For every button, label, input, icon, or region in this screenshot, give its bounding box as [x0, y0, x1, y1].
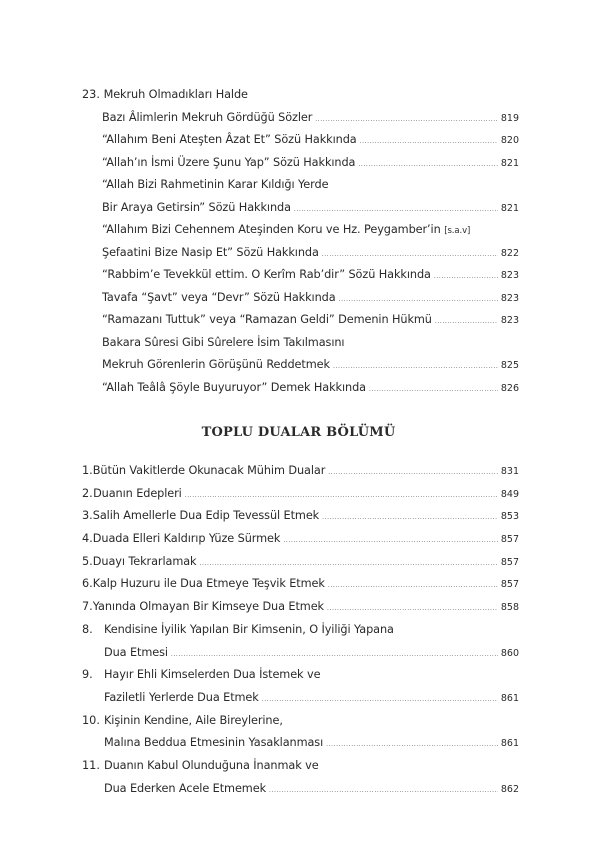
toc-entry: [82, 219, 519, 242]
leader-dots: [339, 289, 498, 312]
toc-entry: [82, 197, 519, 220]
toc-entry: [82, 354, 519, 377]
toc-entry-continuation: [82, 778, 519, 801]
honorific-suffix: [s.a.v]: [444, 226, 471, 236]
entry-number: 23.: [82, 88, 100, 101]
entry-title: Salih Amellerle Dua Edip Tevessül Etmek: [92, 509, 320, 523]
entry-number: 10.: [82, 713, 100, 727]
leader-dots: [322, 507, 498, 530]
page-number: 823: [500, 292, 519, 304]
entry-title: Mekruh Olmadıkları Halde: [103, 88, 248, 101]
entry-title: Kişinin Kendine, Aile Bireylerine,: [104, 713, 283, 727]
leader-dots: [358, 154, 497, 177]
page-number: 823: [500, 270, 519, 281]
leader-dots: [326, 734, 498, 757]
toc-entry: [82, 377, 519, 400]
leader-dots: [333, 356, 498, 379]
entry-title: Duanın Edepleri: [93, 486, 182, 500]
leader-dots: [171, 644, 498, 667]
entry-title: Bütün Vakitlerde Okunacak Mühim Dualar: [92, 464, 326, 477]
toc-entry: [82, 528, 519, 551]
page-number: 820: [500, 135, 519, 146]
entry-title: Faziletli Yerlerde Dua Etmek: [104, 690, 259, 704]
leader-dots: [328, 575, 498, 598]
page-number: 857: [500, 579, 519, 591]
entry-number: 9.: [82, 668, 93, 682]
page-number: 861: [500, 692, 519, 704]
leader-dots: [434, 266, 498, 289]
page-number: 826: [500, 382, 519, 394]
entry-title: Malına Beddua Etmesinin Yasaklanması: [104, 736, 324, 750]
entry-title: Mekruh Görenlerin Görüşünü Reddetmek: [102, 358, 330, 371]
toc-entry: [82, 107, 519, 130]
toc-entry: [82, 551, 519, 574]
toc-entry: [82, 309, 519, 332]
entry-number: 11.: [82, 758, 100, 772]
leader-dots: [327, 598, 498, 621]
toc-section-23: [82, 84, 519, 399]
toc-entry: [82, 664, 519, 687]
entry-title: “Allah’ın İsmi Üzere Şunu Yap” Sözü Hakkında: [102, 155, 356, 169]
toc-entry: [82, 264, 519, 287]
toc-entry-continuation: [82, 642, 519, 665]
entry-title: “Allah Teâlâ Şöyle Buyuruyor” Demek Hakkında: [102, 380, 366, 394]
entry-title: Bir Araya Getirsin” Sözü Hakkında: [102, 200, 291, 214]
toc-entry: [82, 332, 519, 355]
entry-title: “Allah Bizi Rahmetinin Karar Kıldığı Yerde: [102, 178, 329, 191]
leader-dots: [322, 244, 498, 267]
entry-title: Duada Elleri Kaldırıp Yüze Sürmek: [92, 532, 281, 546]
leader-dots: [269, 780, 498, 803]
page-number: 821: [500, 202, 519, 214]
entry-title: Dua Ederken Acele Etmemek: [104, 781, 267, 795]
page-number: 822: [500, 247, 519, 259]
page-number: 825: [500, 360, 519, 371]
entry-title: Kendisine İyilik Yapılan Bir Kimsenin, O İyiliği Yapana: [104, 622, 394, 636]
page-number: 849: [500, 488, 519, 500]
leader-dots: [262, 689, 498, 712]
toc-entry: [82, 460, 519, 483]
page-number: 857: [500, 534, 519, 546]
page-number: 831: [500, 466, 519, 477]
toc-entry: [82, 152, 519, 175]
toc-entry: [82, 505, 519, 528]
leader-dots: [435, 311, 498, 334]
entry-number: 4.: [82, 532, 93, 546]
entry-number: 2.: [82, 486, 93, 500]
leader-dots: [200, 553, 498, 576]
toc-entry: [82, 619, 519, 642]
toc-entry: [82, 710, 519, 733]
toc-entry: [82, 129, 519, 152]
entry-number: 7.: [82, 600, 93, 614]
leader-dots: [283, 530, 498, 553]
page-number: 819: [500, 112, 519, 124]
leader-dots: [315, 109, 498, 132]
entry-title: Hayır Ehli Kimselerden Dua İstemek ve: [104, 668, 321, 682]
page-number: 853: [500, 511, 519, 523]
section-heading: TOPLU DUALAR BÖLÜMÜ: [201, 425, 396, 440]
toc-entry-continuation: [82, 687, 519, 710]
entry-title: “Ramazanı Tuttuk” veya “Ramazan Geldi” Demenin Hükmü: [102, 313, 432, 326]
page-number: 857: [500, 556, 519, 568]
entry-title: “Allahım Bizi Cehennem Ateşinden Koru ve Hz. Peygamber’in: [102, 223, 441, 236]
entry-number: 6.: [82, 577, 93, 591]
leader-dots: [328, 462, 498, 485]
toc-entry: [82, 242, 519, 265]
page-number: 821: [500, 157, 519, 169]
page-number: 862: [500, 783, 519, 795]
entry-number: 8.: [82, 622, 93, 636]
toc-entry: [82, 573, 519, 596]
page-number: 861: [500, 738, 519, 750]
leader-dots: [294, 199, 498, 222]
page-number: 858: [500, 602, 519, 614]
entry-title: Dua Etmesi: [104, 645, 168, 659]
page-number: 860: [500, 647, 519, 659]
entry-number: 1.: [82, 464, 93, 477]
entry-number: 3.: [82, 509, 93, 523]
entry-title: Bazı Âlimlerin Mekruh Gördüğü Sözler: [102, 110, 313, 124]
page-number: 823: [500, 315, 519, 326]
entry-number: 5.: [82, 554, 93, 568]
entry-title: “Allahım Beni Ateşten Âzat Et” Sözü Hakkında: [102, 133, 357, 146]
leader-dots: [185, 485, 498, 508]
leader-dots: [369, 379, 498, 402]
entry-title: Tavafa “Şavt” veya “Devr” Sözü Hakkında: [102, 290, 336, 304]
entry-title: “Rabbim’e Tevekkül ettim. O Kerîm Rab’dir” Sözü Hakkında: [102, 268, 431, 281]
toc-section-dualar: [82, 460, 519, 800]
entry-title: Yanında Olmayan Bir Kimseye Dua Etmek: [92, 600, 324, 614]
entry-title: Duanın Kabul Olunduğuna İnanmak ve: [104, 758, 319, 772]
entry-title: Duayı Tekrarlamak: [92, 554, 197, 568]
toc-entry: [82, 84, 519, 107]
toc-entry-continuation: [82, 732, 519, 755]
toc-entry: [82, 596, 519, 619]
entry-title: Kalp Huzuru ile Dua Etmeye Teşvik Etmek: [92, 577, 325, 591]
toc-entry: [82, 483, 519, 506]
entry-title: Bakara Sûresi Gibi Sûrelere İsim Takılmasını: [102, 335, 345, 349]
toc-entry: [82, 287, 519, 310]
leader-dots: [360, 131, 498, 154]
toc-entry: [82, 174, 519, 197]
toc-entry: [82, 755, 519, 778]
entry-title: Şefaatini Bize Nasip Et” Sözü Hakkında: [102, 245, 319, 259]
